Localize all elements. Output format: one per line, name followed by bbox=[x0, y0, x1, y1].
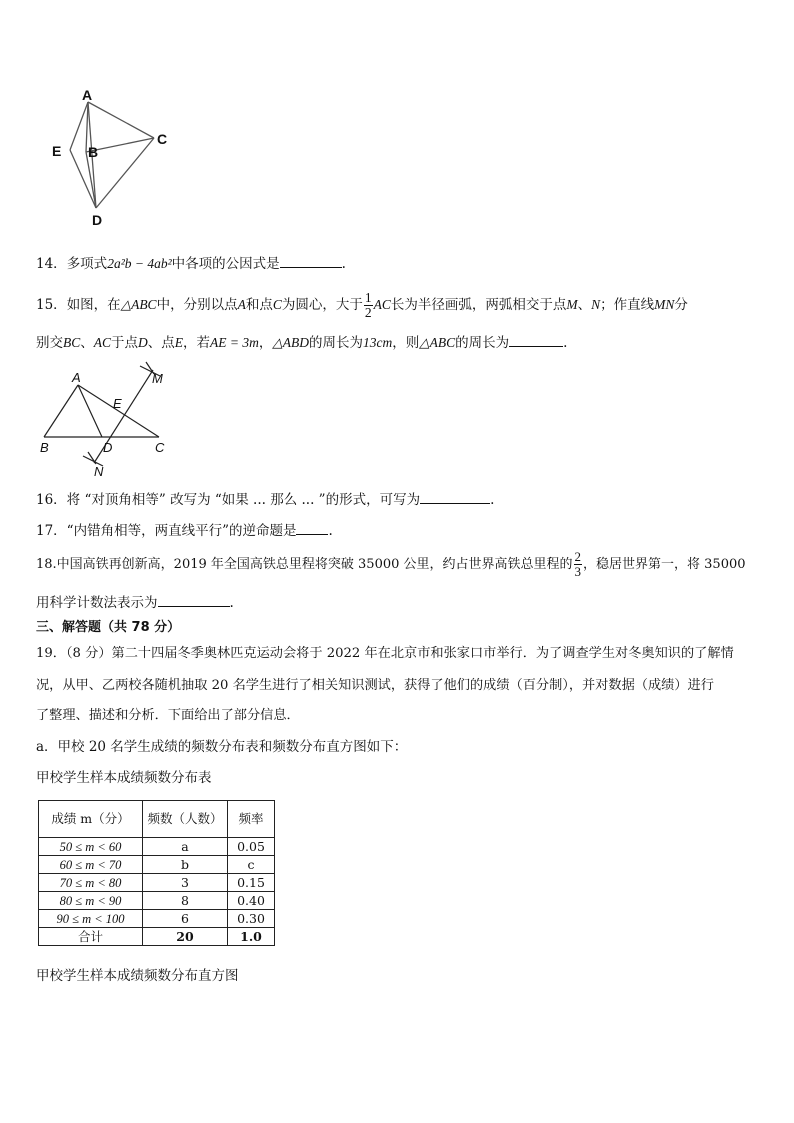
q15-math: △ABD bbox=[272, 335, 310, 350]
frequency-table bbox=[38, 800, 275, 946]
q17-text: 17．“内错角相等，两直线平行”的逆命题是 bbox=[36, 523, 297, 539]
q15-math: AC bbox=[373, 297, 391, 312]
table-cell: 0.15 bbox=[228, 874, 275, 892]
fig2-label-b: B bbox=[40, 440, 49, 455]
question-19-line-2: 况，从甲、乙两校各随机抽取 20 名学生进行了相关知识测试，获得了他们的成绩（百分制），并对数据（成绩）进行 bbox=[36, 678, 714, 693]
q15-text: 、 bbox=[80, 335, 94, 351]
table-cell: 0.40 bbox=[228, 892, 275, 910]
table-cell: 60 ≤ m < 70 bbox=[39, 856, 143, 874]
table-cell: 6 bbox=[143, 910, 228, 928]
table-cell: 3 bbox=[143, 874, 228, 892]
q15-frac-den: 2 bbox=[364, 305, 372, 320]
q18-answer-blank[interactable] bbox=[158, 592, 230, 607]
fig2-label-c: C bbox=[155, 440, 165, 455]
question-16 bbox=[36, 489, 494, 510]
table-cell: 80 ≤ m < 90 bbox=[39, 892, 143, 910]
table-header: 频率 bbox=[228, 801, 275, 838]
table-header-row bbox=[39, 801, 275, 838]
question-18-line-1 bbox=[36, 548, 746, 582]
fig1-label-e: E bbox=[52, 143, 62, 159]
q15-text: ， bbox=[258, 335, 273, 351]
q15-text: 的周长为 bbox=[309, 335, 364, 351]
q15-text: 为圆心，大于 bbox=[281, 297, 363, 313]
table-row bbox=[39, 910, 275, 928]
q15-math: AC bbox=[93, 335, 112, 350]
fig1-label-b: B bbox=[88, 144, 99, 160]
q15-text: 、点 bbox=[147, 335, 175, 351]
figure-quadrilateral bbox=[44, 80, 184, 230]
fig1-label-a: A bbox=[82, 87, 93, 103]
table-header: 成绩 m（分） bbox=[39, 801, 143, 838]
q17-answer-blank[interactable] bbox=[296, 520, 328, 535]
fig1-label-d: D bbox=[92, 212, 103, 228]
fig2-label-a: A bbox=[72, 370, 81, 385]
question-19-line-3: 了整理、描述和分析．下面给出了部分信息． bbox=[36, 708, 300, 723]
q15-text: ，则 bbox=[392, 335, 420, 351]
q15-math: D bbox=[138, 335, 148, 350]
fig2-label-m: M bbox=[152, 371, 163, 386]
q14-expression: 2a²b − 4ab² bbox=[107, 256, 172, 271]
q16-end: . bbox=[490, 492, 495, 508]
question-19-part-a: a．甲校 20 名学生成绩的频数分布表和频数分布直方图如下： bbox=[36, 739, 408, 755]
q15-math: △ABC bbox=[419, 335, 456, 350]
question-18-line-2 bbox=[36, 592, 234, 613]
table-cell: 90 ≤ m < 100 bbox=[39, 910, 143, 928]
q15-math: BC bbox=[63, 335, 81, 350]
fig2-label-d: D bbox=[103, 440, 113, 455]
q18-frac-num: 2 bbox=[574, 549, 582, 564]
fig2-label-n: N bbox=[94, 464, 104, 478]
table-cell: 0.05 bbox=[228, 838, 275, 856]
q14-num: 14． bbox=[36, 256, 67, 272]
q15-math: M bbox=[566, 297, 578, 312]
q14-answer-blank[interactable] bbox=[280, 253, 342, 268]
fig1-label-c: C bbox=[157, 131, 168, 147]
q18-text: 用科学计数法表示为 bbox=[36, 595, 158, 611]
q15-end: . bbox=[563, 335, 568, 351]
q15-math: N bbox=[591, 297, 601, 312]
table-cell: 合计 bbox=[39, 928, 143, 946]
q15-text: 、 bbox=[577, 297, 592, 313]
table-row bbox=[39, 874, 275, 892]
table-cell: 0.30 bbox=[228, 910, 275, 928]
question-15-line-1 bbox=[36, 288, 688, 322]
q16-answer-blank[interactable] bbox=[420, 489, 490, 504]
q15-math: E bbox=[174, 335, 184, 350]
q15-text: 和点 bbox=[245, 297, 273, 313]
q15-math: A bbox=[237, 297, 246, 312]
q18-fraction bbox=[574, 550, 583, 579]
question-19-line-1: 19．（8 分）第二十四届冬季奥林匹克运动会将于 2022 年在北京市和张家口市举行．为了调查学生对冬奥知识的了解情 bbox=[36, 646, 734, 661]
q15-frac-num: 1 bbox=[364, 290, 372, 305]
histogram-title: 甲校学生样本成绩频数分布直方图 bbox=[36, 968, 239, 984]
table-cell: 20 bbox=[143, 928, 228, 946]
table-header: 频数（人数） bbox=[143, 801, 228, 838]
q15-text: 分 bbox=[674, 297, 688, 313]
q15-math: 13cm bbox=[363, 335, 393, 350]
q14-suffix: 中各项的公因式是 bbox=[171, 256, 280, 272]
table-cell: 70 ≤ m < 80 bbox=[39, 874, 143, 892]
q15-text: 长为半径画弧，两弧相交于点 bbox=[390, 297, 567, 313]
table-row bbox=[39, 892, 275, 910]
q17-end: . bbox=[328, 523, 333, 539]
q14-prefix: 多项式 bbox=[66, 256, 108, 272]
fig2-label-e: E bbox=[113, 396, 122, 411]
table-cell: 50 ≤ m < 60 bbox=[39, 838, 143, 856]
q16-text: 16．将 “对顶角相等” 改写为 “如果 ... 那么 ... ”的形式，可写为 bbox=[36, 492, 421, 508]
table-cell: b bbox=[143, 856, 228, 874]
q18-end: . bbox=[229, 595, 234, 611]
q14-end: . bbox=[341, 256, 346, 272]
q18-text: 18.中国高铁再创新高，2019 年全国高铁总里程将突破 35000 公里，约占世界高铁总里程的 bbox=[36, 557, 573, 572]
table-title: 甲校学生样本成绩频数分布表 bbox=[36, 770, 212, 786]
q15-fraction bbox=[364, 291, 373, 320]
q15-math: C bbox=[272, 297, 282, 312]
q15-text: 的周长为 bbox=[455, 335, 510, 351]
q15-answer-blank[interactable] bbox=[509, 332, 563, 347]
q15-math: MN bbox=[654, 297, 675, 312]
q18-text: ，稳居世界第一，将 35000 bbox=[583, 557, 746, 572]
table-cell: c bbox=[228, 856, 275, 874]
question-14 bbox=[36, 253, 346, 274]
table-row bbox=[39, 856, 275, 874]
question-17 bbox=[36, 520, 333, 541]
table-cell: a bbox=[143, 838, 228, 856]
q15-math: AE = 3m bbox=[210, 335, 259, 350]
question-15-line-2 bbox=[36, 332, 567, 353]
table-cell: 1.0 bbox=[228, 928, 275, 946]
q18-frac-den: 3 bbox=[574, 564, 582, 579]
table-row-total bbox=[39, 928, 275, 946]
q15-text: 于点 bbox=[111, 335, 139, 351]
q15-text: ，若 bbox=[183, 335, 211, 351]
table-cell: 8 bbox=[143, 892, 228, 910]
q15-text: ；作直线 bbox=[600, 297, 655, 313]
q15-num: 15． bbox=[36, 297, 67, 313]
q15-math: △ABC bbox=[120, 297, 157, 312]
figure-triangle-bisector bbox=[36, 360, 186, 478]
q15-text: 中，分别以点 bbox=[156, 297, 238, 313]
q15-text: 别交 bbox=[36, 335, 63, 351]
table-row bbox=[39, 838, 275, 856]
q15-text: 如图，在 bbox=[66, 297, 121, 313]
section-3-heading: 三、解答题（共 78 分） bbox=[36, 620, 181, 635]
